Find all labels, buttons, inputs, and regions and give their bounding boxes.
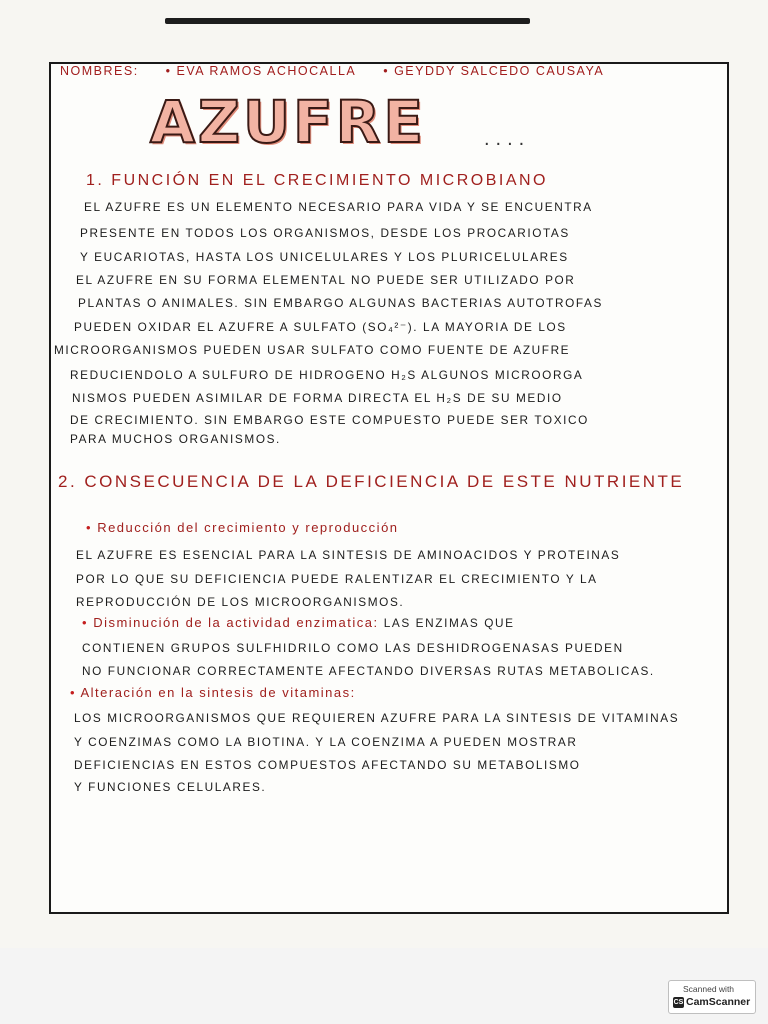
section1-line: DE CRECIMIENTO. SIN EMBARGO ESTE COMPUESTO PUEDE SER TOXICO (70, 413, 589, 427)
subheading-text: Disminución de la actividad enzimatica: (93, 615, 379, 630)
section2-line: REPRODUCCIÓN DE LOS MICROORGANISMOS. (76, 595, 405, 609)
section1-line: EL AZUFRE ES UN ELEMENTO NECESARIO PARA VIDA Y SE ENCUENTRA (84, 200, 593, 214)
camscanner-watermark (668, 980, 756, 1014)
section2-line: LOS MICROORGANISMOS QUE REQUIEREN AZUFRE PARA LA SINTESIS DE VITAMINAS (74, 711, 680, 725)
author-2: • GEYDDY SALCEDO CAUSAYA (383, 64, 605, 78)
section1-line: PARA MUCHOS ORGANISMOS. (70, 432, 281, 446)
section2-line: DEFICIENCIAS EN ESTOS COMPUESTOS AFECTANDO SU METABOLISMO (74, 758, 581, 772)
bullet-icon: • (82, 615, 89, 630)
section1-line: REDUCIENDOLO A SULFURO DE HIDROGENO H₂S ALGUNOS MICROORGA (70, 368, 584, 382)
section1-line: PLANTAS O ANIMALES. SIN EMBARGO ALGUNAS BACTERIAS AUTOTROFAS (78, 296, 603, 310)
section1-line: Y EUCARIOTAS, HASTA LOS UNICELULARES Y LOS PLURICELULARES (80, 250, 569, 264)
section1-line: NISMOS PUEDEN ASIMILAR DE FORMA DIRECTA EL H₂S DE SU MEDIO (72, 391, 563, 405)
section2-line: CONTIENEN GRUPOS SULFHIDRILO COMO LAS DESHIDROGENASAS PUEDEN (82, 641, 624, 655)
camscanner-logo-icon: CS (673, 998, 684, 1006)
subheading-lead: LAS ENZIMAS QUE (383, 616, 515, 630)
page-title: AZUFRE (150, 88, 426, 156)
section2-line: NO FUNCIONAR CORRECTAMENTE AFECTANDO DIVERSAS RUTAS METABOLICAS. (82, 664, 655, 678)
section2-line: Y FUNCIONES CELULARES. (74, 780, 267, 794)
section1-line: PRESENTE EN TODOS LOS ORGANISMOS, DESDE LOS PROCARIOTAS (80, 226, 570, 240)
section1-line: MICROORGANISMOS PUEDEN USAR SULFATO COMO FUENTE DE AZUFRE (54, 343, 571, 357)
bullet-icon: • (70, 685, 77, 700)
section2-line: POR LO QUE SU DEFICIENCIA PUEDE RALENTIZAR EL CRECIMIENTO Y LA (76, 572, 598, 586)
section2-line: EL AZUFRE ES ESENCIAL PARA LA SINTESIS DE AMINOACIDOS Y PROTEINAS (76, 548, 621, 562)
watermark-brand-row (673, 996, 750, 1008)
author-names (60, 64, 626, 78)
page-bottom-margin (0, 948, 768, 1024)
title-dots: .... (484, 128, 531, 150)
section1-line: PUEDEN OXIDAR EL AZUFRE A SULFATO (SO₄²⁻). LA MAYORIA DE LOS (74, 320, 567, 334)
bullet-icon: • (86, 520, 93, 535)
names-label: NOMBRES: (60, 64, 139, 78)
section2-heading: 2. CONSECUENCIA DE LA DEFICIENCIA DE ESTE NUTRIENTE (58, 472, 685, 491)
section1-line: EL AZUFRE EN SU FORMA ELEMENTAL NO PUEDE SER UTILIZADO POR (76, 273, 576, 287)
subheading-alteracion (70, 685, 356, 700)
subheading-text: Alteración en la sintesis de vitaminas: (80, 685, 356, 700)
binder-bar (165, 18, 530, 24)
subheading-text: Reducción del crecimiento y reproducción (97, 520, 399, 535)
subheading-disminucion (82, 615, 515, 630)
watermark-caption: Scanned with (683, 984, 735, 994)
section2-line: Y COENZIMAS COMO LA BIOTINA. Y LA COENZIMA A PUEDEN MOSTRAR (74, 735, 578, 749)
section1-heading: 1. FUNCIÓN EN EL CRECIMIENTO MICROBIANO (86, 172, 548, 189)
watermark-brand: CamScanner (686, 996, 751, 1008)
subheading-reduccion (86, 520, 399, 535)
author-1: • EVA RAMOS ACHOCALLA (165, 64, 357, 78)
